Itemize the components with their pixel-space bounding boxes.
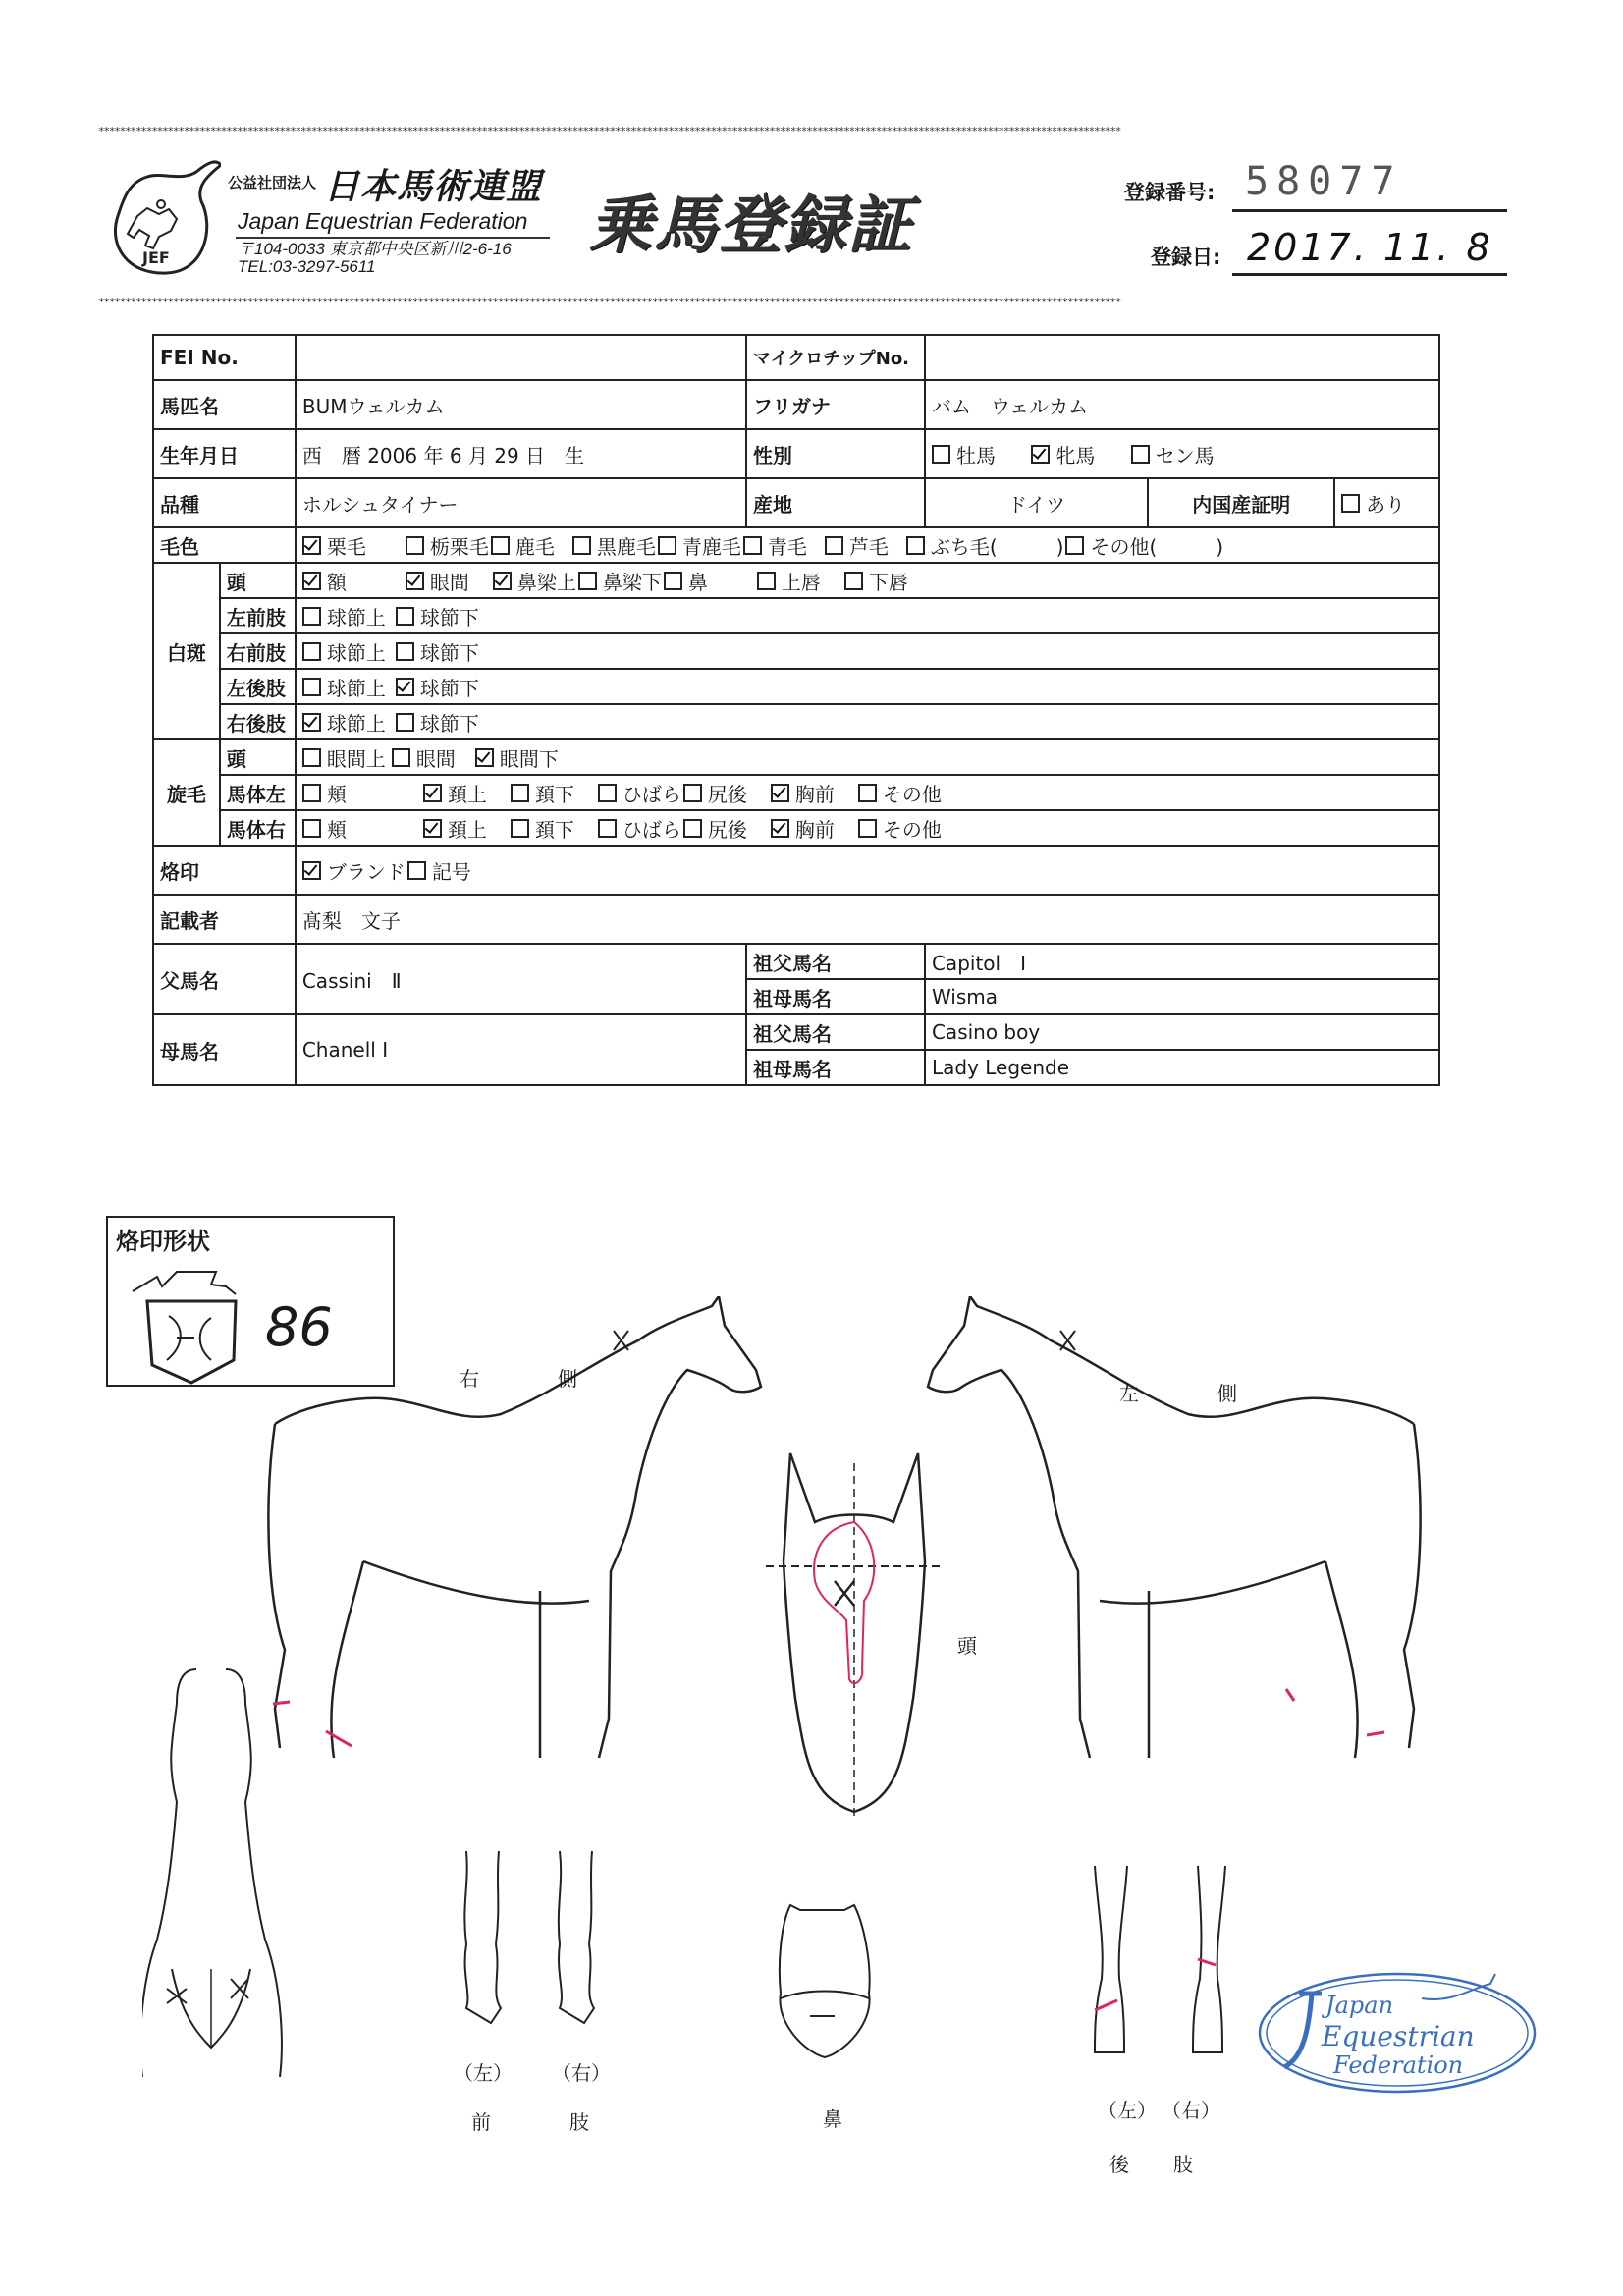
- option-label: あり: [1366, 492, 1406, 517]
- tel-line: TEL:03-3297-5611: [238, 257, 376, 276]
- option-label: セン馬: [1155, 443, 1215, 467]
- sex-option-gelding[interactable]: [1131, 440, 1215, 468]
- sex-option-filly[interactable]: [1031, 440, 1095, 468]
- checkbox[interactable]: [858, 784, 877, 802]
- checkbox[interactable]: [1131, 445, 1150, 464]
- coat-option[interactable]: [1065, 531, 1223, 560]
- checkbox[interactable]: [406, 536, 424, 555]
- checkbox-checked[interactable]: [423, 784, 442, 802]
- row-white-left-hind: [153, 669, 1439, 704]
- option[interactable]: [396, 602, 479, 630]
- checkbox[interactable]: [302, 678, 321, 696]
- head-label: 頭: [957, 1634, 977, 1658]
- option-label: 球節上: [326, 711, 386, 736]
- neck-top-view-diagram: [142, 1665, 290, 2087]
- coat-option[interactable]: [743, 531, 807, 560]
- option[interactable]: [683, 779, 747, 807]
- checkbox[interactable]: [392, 748, 410, 767]
- option-label: ぶち毛( ): [930, 534, 1064, 559]
- option[interactable]: [302, 673, 386, 701]
- option-label: 記号: [431, 859, 471, 884]
- checkbox[interactable]: [683, 819, 702, 838]
- row-white-right-hind: [153, 704, 1439, 739]
- option-label: 球節下: [419, 640, 479, 665]
- checkbox[interactable]: [302, 819, 321, 838]
- option-label: ひばら: [622, 817, 681, 842]
- checkbox[interactable]: [511, 784, 529, 802]
- checkbox[interactable]: [844, 572, 863, 590]
- checkbox[interactable]: [664, 572, 682, 590]
- row-dam-1: [153, 1014, 1439, 1050]
- svg-text:Federation: Federation: [1333, 2051, 1464, 2079]
- option-label: 球節上: [326, 605, 386, 629]
- option[interactable]: [598, 779, 681, 807]
- option-label: 額: [326, 570, 347, 594]
- option-label: 青鹿毛: [681, 534, 741, 559]
- checkbox-checked[interactable]: [475, 748, 494, 767]
- option-label: 球節上: [326, 640, 386, 665]
- option-label: 頬: [326, 817, 347, 842]
- option[interactable]: [578, 567, 662, 595]
- row-horse-name: [153, 380, 1439, 429]
- checkbox[interactable]: [396, 713, 414, 732]
- option[interactable]: [392, 743, 456, 772]
- org-address: [238, 241, 512, 276]
- option-label: 青毛: [767, 534, 807, 559]
- dam-granddam-value[interactable]: Lady Legende: [925, 1050, 1439, 1085]
- part-label: 左前肢: [220, 598, 296, 633]
- right-side-label: 右 側: [460, 1367, 577, 1391]
- option-label: 尻後: [707, 817, 747, 842]
- brand-number: 86: [265, 1296, 333, 1358]
- registration-form-table: [152, 334, 1440, 1086]
- registration-date: 2017. 11. 8: [1247, 226, 1493, 269]
- option[interactable]: [423, 779, 487, 807]
- origin-label: 産地: [746, 478, 925, 527]
- checkbox-checked[interactable]: [302, 861, 321, 880]
- option-label: 栗毛: [326, 534, 366, 559]
- registration-number-underline: [1232, 209, 1507, 212]
- row-white-head: [153, 563, 1439, 598]
- checkbox-checked[interactable]: [406, 572, 424, 590]
- sex-label: 性別: [746, 429, 925, 478]
- recorder-label: 記載者: [153, 895, 296, 944]
- dam-grandsire-label: 祖父馬名: [746, 1014, 925, 1050]
- options: [296, 846, 1439, 895]
- svg-text:Equestrian: Equestrian: [1322, 2020, 1475, 2052]
- registration-number-label: 登録番号:: [1124, 181, 1216, 204]
- org-divider: [236, 237, 550, 239]
- domestic-cert-label: 内国産証明: [1148, 478, 1334, 527]
- option[interactable]: [396, 637, 479, 666]
- jef-logo-icon: [98, 157, 221, 280]
- checkbox[interactable]: [906, 536, 925, 555]
- checkbox[interactable]: [598, 819, 617, 838]
- svg-text:JEF: JEF: [142, 248, 170, 267]
- part-label: 左後肢: [220, 669, 296, 704]
- fore-caption-2: 肢: [569, 2110, 589, 2134]
- fei-no-label: FEI No.: [153, 335, 296, 380]
- option[interactable]: [511, 779, 574, 807]
- org-prefix: 公益社団法人: [228, 174, 317, 191]
- option[interactable]: [475, 743, 559, 772]
- bottom-star-border: ************************************************************************************************************************************************************************************************: [98, 297, 1121, 308]
- options: [296, 633, 1439, 669]
- options: [296, 598, 1439, 633]
- option[interactable]: [302, 779, 347, 807]
- option-label: 黒鹿毛: [596, 534, 656, 559]
- horse-name-value[interactable]: BUMウェルカム: [296, 380, 746, 429]
- row-fei: [153, 335, 1439, 380]
- option[interactable]: [771, 814, 835, 843]
- option-label: 栃栗毛: [429, 534, 489, 559]
- checkbox[interactable]: [302, 748, 321, 767]
- white-head-options: [296, 563, 1439, 598]
- row-birth-sex: [153, 429, 1439, 478]
- sex-options: [925, 429, 1439, 478]
- option[interactable]: [771, 779, 835, 807]
- breed-value[interactable]: ホルシュタイナー: [296, 478, 746, 527]
- option-label: 胸前: [794, 782, 835, 806]
- option-label: 眼間下: [499, 746, 559, 771]
- furigana-label: フリガナ: [746, 380, 925, 429]
- checkbox[interactable]: [658, 536, 676, 555]
- row-white-right-fore: [153, 633, 1439, 669]
- row-white-left-fore: [153, 598, 1439, 633]
- option[interactable]: [423, 814, 487, 843]
- coat-option[interactable]: [825, 531, 889, 560]
- dam-label: 母馬名: [153, 1014, 296, 1085]
- domestic-cert-option[interactable]: [1334, 478, 1439, 527]
- checkbox[interactable]: [491, 536, 510, 555]
- part-label: 馬体右: [220, 810, 296, 846]
- option[interactable]: [683, 814, 747, 843]
- row-brand: [153, 846, 1439, 895]
- dam-grandsire-value[interactable]: Casino boy: [925, 1014, 1439, 1050]
- options: [296, 739, 1439, 775]
- option-label: 牝馬: [1055, 443, 1096, 467]
- checkbox[interactable]: [302, 607, 321, 626]
- hind-right-label: （右）: [1162, 2099, 1220, 2122]
- option[interactable]: [302, 567, 347, 595]
- hind-caption-1: 後: [1109, 2153, 1129, 2176]
- option[interactable]: [302, 856, 406, 885]
- checkbox[interactable]: [578, 572, 597, 590]
- option[interactable]: [406, 567, 469, 595]
- option[interactable]: [493, 567, 576, 595]
- sire-value[interactable]: Cassini Ⅱ: [296, 944, 746, 1014]
- checkbox-checked[interactable]: [771, 819, 789, 838]
- option[interactable]: [858, 814, 942, 843]
- left-side-label: 左 側: [1119, 1382, 1237, 1405]
- recorder-value[interactable]: 髙梨 文子: [296, 895, 1439, 944]
- option[interactable]: [396, 673, 479, 701]
- coat-option[interactable]: [572, 531, 656, 560]
- option-label: 芦毛: [848, 534, 889, 559]
- option[interactable]: [858, 779, 942, 807]
- option[interactable]: [407, 856, 471, 885]
- fei-no-field[interactable]: [296, 335, 746, 380]
- checkbox-checked[interactable]: [493, 572, 512, 590]
- options: [296, 775, 1439, 810]
- option-label: 下唇: [868, 570, 908, 594]
- sire-label: 父馬名: [153, 944, 296, 1014]
- row-breed-origin: [153, 478, 1439, 527]
- svg-text:Japan: Japan: [1325, 1992, 1394, 2019]
- document-title: 乗馬登録証: [589, 190, 913, 262]
- checkbox[interactable]: [757, 572, 776, 590]
- option-label: ブランド: [326, 859, 406, 884]
- checkbox-checked[interactable]: [396, 678, 414, 696]
- sire-grandsire-value[interactable]: Capitol Ⅰ: [925, 944, 1439, 979]
- option[interactable]: [302, 708, 386, 737]
- option[interactable]: [302, 602, 386, 630]
- sire-granddam-value[interactable]: Wisma: [925, 979, 1439, 1014]
- part-label: 馬体左: [220, 775, 296, 810]
- forelegs-diagram: [461, 1846, 609, 2033]
- head-front-diagram: [756, 1444, 952, 1827]
- horse-name-label: 馬匹名: [153, 380, 296, 429]
- part-label: 頭: [220, 739, 296, 775]
- nose-label: 鼻: [823, 2107, 842, 2131]
- option[interactable]: [664, 567, 708, 595]
- coat-option[interactable]: [906, 531, 1064, 560]
- checkbox[interactable]: [302, 642, 321, 661]
- option[interactable]: [302, 637, 386, 666]
- org-name-ja: 日本馬術連盟: [324, 167, 543, 207]
- option-label: 牡馬: [955, 443, 996, 467]
- option-label: 球節下: [419, 676, 479, 700]
- option-label: 上唇: [781, 570, 821, 594]
- option-label: 球節上: [326, 676, 386, 700]
- jef-stamp-icon: [1255, 1969, 1549, 2097]
- coat-option[interactable]: [491, 531, 555, 560]
- checkbox[interactable]: [743, 536, 762, 555]
- checkbox-checked[interactable]: [1031, 445, 1050, 464]
- part-label: 右後肢: [220, 704, 296, 739]
- option-label: 尻後: [707, 782, 747, 806]
- sex-option-colt[interactable]: [932, 440, 996, 468]
- dam-granddam-label: 祖母馬名: [746, 1050, 925, 1085]
- option-label: ひばら: [622, 782, 681, 806]
- address-line: 〒104-0033 東京都中央区新川2-6-16: [238, 240, 512, 258]
- coat-option[interactable]: [302, 531, 366, 560]
- options: [296, 704, 1439, 739]
- option[interactable]: [302, 814, 347, 843]
- checkbox-checked[interactable]: [302, 536, 321, 555]
- checkbox[interactable]: [1065, 536, 1084, 555]
- checkbox[interactable]: [396, 607, 414, 626]
- origin-value[interactable]: ドイツ: [925, 478, 1148, 527]
- brand-shape-label: 烙印形状: [116, 1228, 210, 1255]
- options: [296, 669, 1439, 704]
- option-label: 鼻梁上: [516, 570, 576, 594]
- hindlegs-diagram: [1090, 1861, 1247, 2057]
- option-label: 頚下: [534, 782, 574, 806]
- fore-left-label: （左）: [454, 2061, 513, 2085]
- option-label: 胸前: [794, 817, 835, 842]
- coat-color-label: 毛色: [153, 527, 296, 563]
- row-sire-1: [153, 944, 1439, 979]
- option[interactable]: [396, 708, 479, 737]
- checkbox[interactable]: [302, 784, 321, 802]
- checkbox[interactable]: [683, 784, 702, 802]
- option[interactable]: [844, 567, 908, 595]
- nose-diagram: [766, 1886, 884, 2062]
- checkbox[interactable]: [572, 536, 591, 555]
- option[interactable]: [598, 814, 681, 843]
- checkbox[interactable]: [407, 861, 426, 880]
- row-coat-color: [153, 527, 1439, 563]
- row-whorl-right-body: [153, 810, 1439, 846]
- option-label: その他( ): [1090, 534, 1224, 559]
- brand-label: 烙印: [153, 846, 296, 895]
- option-label: 頬: [326, 782, 347, 806]
- option-label: 眼間: [415, 746, 456, 771]
- option-label: 頚下: [534, 817, 574, 842]
- part-label: 頭: [220, 563, 296, 598]
- option[interactable]: [757, 567, 821, 595]
- options: [296, 810, 1439, 846]
- option[interactable]: [302, 743, 386, 772]
- sire-grandsire-label: 祖父馬名: [746, 944, 925, 979]
- birth-date-value[interactable]: 西 暦 2006 年 6 月 29 日 生: [296, 429, 746, 478]
- checkbox[interactable]: [825, 536, 843, 555]
- option-label: 頚上: [447, 817, 487, 842]
- option-label: 頚上: [447, 782, 487, 806]
- registration-number: 58077: [1245, 159, 1403, 204]
- furigana-value[interactable]: バム ウェルカム: [925, 380, 1439, 429]
- checkbox-checked[interactable]: [302, 713, 321, 732]
- checkbox[interactable]: [511, 819, 529, 838]
- option-label: 鼻梁下: [602, 570, 662, 594]
- hind-left-label: （左）: [1098, 2099, 1157, 2122]
- breed-label: 品種: [153, 478, 296, 527]
- part-label: 右前肢: [220, 633, 296, 669]
- checkbox[interactable]: [858, 819, 877, 838]
- row-recorder: [153, 895, 1439, 944]
- coat-option[interactable]: [406, 531, 489, 560]
- option-label: その他: [882, 782, 942, 806]
- option[interactable]: [511, 814, 574, 843]
- microchip-label: マイクロチップNo.: [746, 335, 925, 380]
- option-label: 鼻: [687, 570, 708, 594]
- fore-caption-1: 前: [471, 2110, 491, 2134]
- checkbox[interactable]: [932, 445, 950, 464]
- checkbox-checked[interactable]: [771, 784, 789, 802]
- registration-date-underline: [1232, 273, 1507, 276]
- checkbox[interactable]: [396, 642, 414, 661]
- hind-caption-2: 肢: [1173, 2153, 1193, 2176]
- checkbox[interactable]: [598, 784, 617, 802]
- checkbox-checked[interactable]: [423, 819, 442, 838]
- sire-granddam-label: 祖母馬名: [746, 979, 925, 1014]
- option-label: 球節下: [419, 605, 479, 629]
- white-markings-label: 白斑: [153, 563, 220, 739]
- row-whorl-head: [153, 739, 1439, 775]
- whorls-label: 旋毛: [153, 739, 220, 846]
- coat-color-options: [296, 527, 1439, 563]
- dam-value[interactable]: Chanell Ⅰ: [296, 1014, 746, 1085]
- microchip-field[interactable]: [925, 335, 1439, 380]
- checkbox[interactable]: [1341, 494, 1360, 513]
- option-label: その他: [882, 817, 942, 842]
- option-label: 眼間: [429, 570, 469, 594]
- checkbox-checked[interactable]: [302, 572, 321, 590]
- org-name-en: Japan Equestrian Federation: [238, 208, 528, 234]
- brand-shield-icon: [118, 1267, 265, 1385]
- birth-date-label: 生年月日: [153, 429, 296, 478]
- option-label: 眼間上: [326, 746, 386, 771]
- fore-right-label: （右）: [552, 2061, 611, 2085]
- registration-date-label: 登録日:: [1151, 246, 1221, 269]
- option-label: 鹿毛: [514, 534, 555, 559]
- coat-option[interactable]: [658, 531, 741, 560]
- top-star-border: ************************************************************************************************************************************************************************************************: [98, 126, 1121, 137]
- row-whorl-left-body: [153, 775, 1439, 810]
- option-label: 球節下: [419, 711, 479, 736]
